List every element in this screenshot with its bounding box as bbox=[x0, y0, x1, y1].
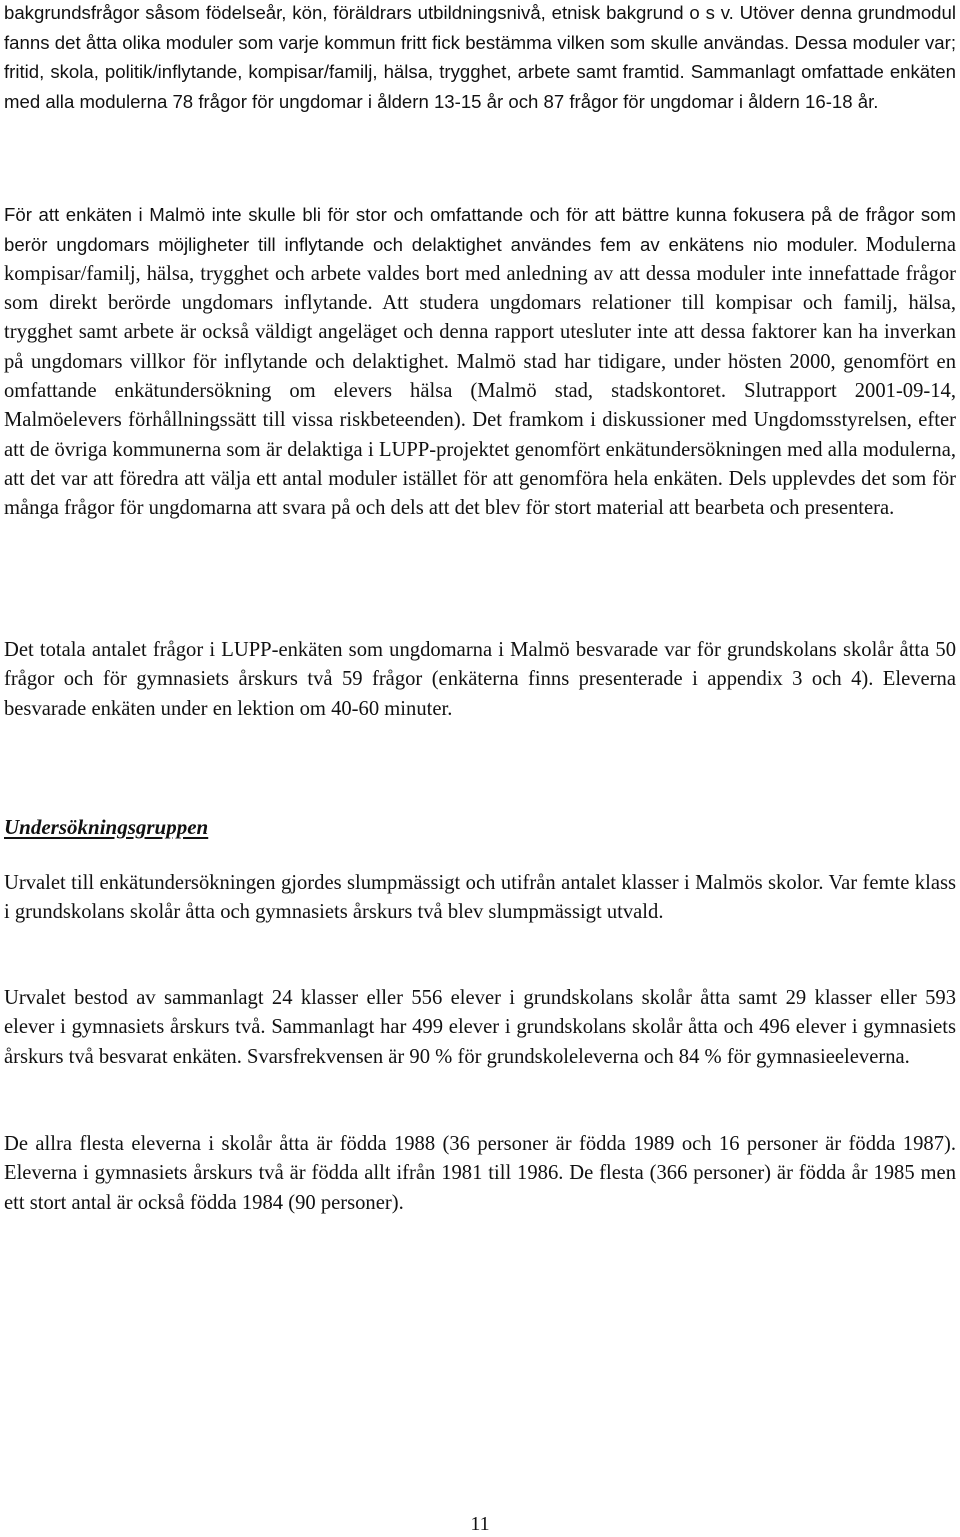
sample-paragraph bbox=[4, 869, 956, 928]
module-selection-paragraph bbox=[4, 200, 956, 523]
intro-text: bakgrundsfrågor såsom födelseår, kön, föräldrars utbildningsnivå, etnisk bakgrund o s v. Utöver denna grundmodul fanns det åtta olika moduler som varje kommun fritt fick bestämma vilken som skulle användas. Dessa moduler var; fritid, skola, politik/inflytande, kompisar/familj, hälsa, trygghet, arbete samt framtid. Sammanlagt omfattade enkäten med alla modulerna 78 frågor för ungdomar i åldern 13-15 år och 87 frågor för ungdomar i åldern 16-18 år. bbox=[4, 2, 956, 112]
page-number: 11 bbox=[470, 1513, 490, 1535]
module-selection-first-sentence: För att enkäten i Malmö inte skulle bli för stor och omfattande och för att bättre kunna fokusera på de frågor som berör ungdomars möjligheter till inflytande och delaktighet användes fem av enkätens nio moduler. bbox=[4, 204, 956, 255]
sample-text: Urvalet till enkätundersökningen gjordes slumpmässigt och utifrån antalet klasser i Malmös skolor. Var femte klass i grundskolans skolår åtta och gymnasiets årskurs två blev slumpmässigt utvald. bbox=[4, 872, 956, 924]
sample-size-paragraph bbox=[4, 984, 956, 1072]
birth-year-text: De allra flesta eleverna i skolår åtta är födda 1988 (36 personer är födda 1989 och 16 personer är födda 1987). Eleverna i gymnasiets årskurs två är födda allt ifrån 1981 till 1986. De flesta (366 personer) är födda år 1985 men ett stort antal är också födda 1984 (90 personer). bbox=[4, 1133, 956, 1214]
sample-size-text: Urvalet bestod av sammanlagt 24 klasser eller 556 elever i grundskolans skolår åtta samt 29 klasser eller 593 elever i gymnasiets årskurs två. Sammanlagt har 499 elever i grundskolans skolår åtta och 496 elever i gymnasiets årskurs två besvarat enkäten. Svarsfrekvensen är 90 % för grundskoleleverna och 84 % för gymnasieeleverna. bbox=[4, 987, 956, 1068]
question-count-text: Det totala antalet frågor i LUPP-enkäten som ungdomarna i Malmö besvarade var för grundskolans skolår åtta 50 frågor och för gymnasiets årskurs två 59 frågor (enkäterna finns presenterade i appendix 3 och 4). Eleverna besvarade enkäten under en lektion om 40-60 minuter. bbox=[4, 639, 956, 720]
module-selection-rest: Modulerna kompisar/familj, hälsa, trygghet och arbete valdes bort med anledning av att dessa moduler inte innefattade frågor som direkt berörde ungdomars inflytande. Att studera ungdomars relationer till kompisar och familj, hälsa, trygghet samt arbete är också väldigt angeläget och denna rapport utesluter inte att dessa faktorer kan ha inverkan på ungdomars villkor för inflytande och delaktighet. Malmö stad har tidigare, under hösten 2000, genomfört en omfattande enkätundersökning om elevers hälsa (Malmö stad, stadskontoret. Slutrapport 2001-09-14, Malmöelevers förhållningssätt till vissa riskbeteenden). Det framkom i diskussioner med Ungdomsstyrelsen, efter att de övriga kommunerna som är delaktiga i LUPP-projektet genomfört enkätundersökningen med alla modulerna, att det var att föredra att välja ett antal moduler istället för att genomföra hela enkäten. Dels upplevdes det som för många frågor för ungdomarna att svara på och dels att det blev för stort material att bearbeta och presentera. bbox=[4, 233, 956, 520]
section-heading: Undersökningsgruppen bbox=[4, 815, 209, 839]
intro-paragraph bbox=[4, 0, 956, 116]
question-count-paragraph bbox=[4, 636, 956, 724]
birth-year-paragraph bbox=[4, 1130, 956, 1218]
